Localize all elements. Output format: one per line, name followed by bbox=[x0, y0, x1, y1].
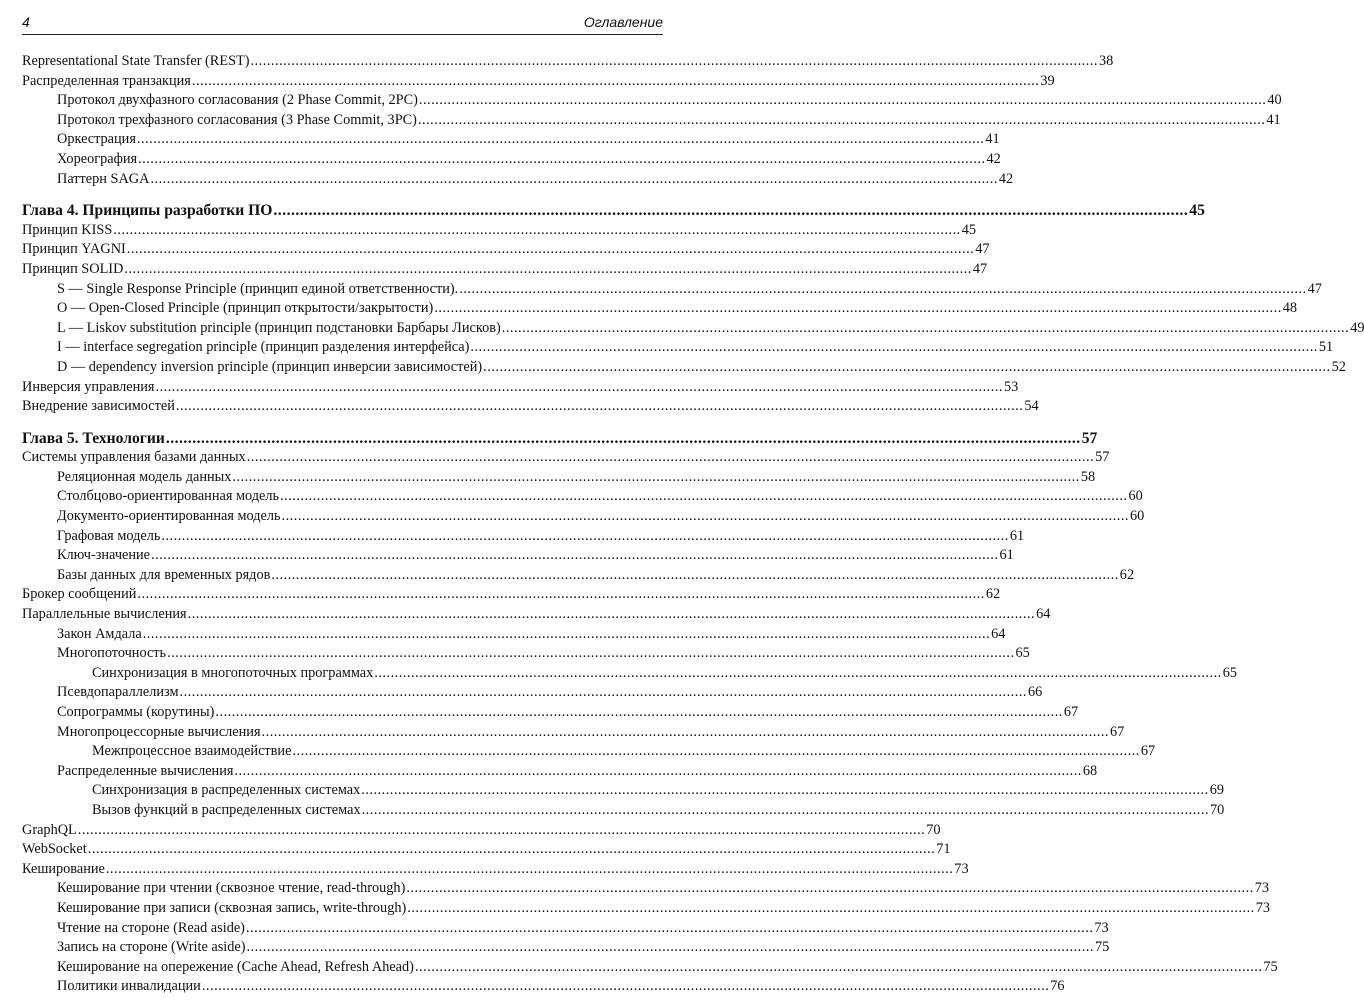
toc-entry-page: 39 bbox=[1040, 72, 1055, 89]
toc-entry-title: Политики инвалидации bbox=[57, 978, 201, 995]
toc-entry[interactable] bbox=[22, 338, 1334, 358]
toc-entry-page: 45 bbox=[961, 221, 977, 238]
toc-dot-leader bbox=[273, 201, 1188, 221]
toc-dot-leader bbox=[246, 919, 1093, 939]
toc-entry[interactable] bbox=[22, 977, 1065, 997]
toc-entry[interactable] bbox=[22, 378, 1019, 398]
toc-entry[interactable] bbox=[22, 879, 1270, 899]
toc-entry[interactable] bbox=[22, 358, 1346, 378]
toc-entry[interactable] bbox=[22, 860, 969, 880]
toc-dot-leader bbox=[282, 507, 1129, 527]
toc-entry[interactable] bbox=[22, 260, 988, 280]
toc-entry[interactable] bbox=[22, 566, 1135, 586]
toc-entry-title: Чтение на стороне (Read aside) bbox=[57, 919, 245, 936]
toc-entry-page: 40 bbox=[1267, 92, 1282, 109]
toc-entry[interactable] bbox=[22, 221, 977, 241]
toc-dot-leader bbox=[247, 448, 1094, 468]
toc-entry[interactable] bbox=[22, 585, 1001, 605]
toc-entry[interactable] bbox=[22, 625, 1006, 645]
toc-entry-page: 57 bbox=[1095, 449, 1110, 466]
toc-entry-title: Псевдопараллелизм bbox=[57, 684, 179, 701]
toc-entry[interactable] bbox=[22, 397, 1039, 417]
toc-entry[interactable] bbox=[22, 111, 1281, 131]
toc-entry-page: 58 bbox=[1080, 468, 1096, 485]
toc-dot-leader bbox=[137, 585, 984, 605]
toc-dot-leader bbox=[127, 240, 974, 260]
toc-entry[interactable] bbox=[22, 319, 1364, 339]
toc-dot-leader bbox=[406, 879, 1253, 899]
toc-dot-leader bbox=[483, 358, 1330, 378]
toc-entry-title: Хореография bbox=[57, 150, 138, 167]
toc-entry-title: S — Single Response Principle (принцип единой ответственности). bbox=[57, 280, 459, 297]
toc-entry-page: 53 bbox=[1003, 378, 1019, 395]
toc-entry-title: Документо-ориентированная модель bbox=[57, 508, 281, 525]
toc-entry[interactable] bbox=[22, 487, 1143, 507]
toc-entry-title: Параллельные вычисления bbox=[22, 606, 187, 623]
toc-entry[interactable] bbox=[22, 150, 1001, 170]
toc-entry-page: 73 bbox=[1094, 919, 1109, 936]
toc-entry-page: 75 bbox=[1263, 958, 1278, 975]
toc-entry-title: Кеширование на опережение (Cache Ahead, Refresh Ahead) bbox=[57, 958, 414, 975]
toc-entry[interactable] bbox=[22, 801, 1225, 821]
toc-dot-leader bbox=[78, 821, 925, 841]
toc-entry[interactable] bbox=[22, 958, 1278, 978]
toc-entry[interactable] bbox=[22, 840, 951, 860]
toc-entry-page: 42 bbox=[986, 150, 1001, 167]
toc-dot-leader bbox=[124, 260, 971, 280]
toc-entry-title: Вызов функций в распределенных системах bbox=[92, 801, 361, 818]
toc-dot-leader bbox=[166, 429, 1081, 449]
toc-entry-title: Закон Амдала bbox=[57, 625, 142, 642]
toc-entry[interactable] bbox=[22, 723, 1125, 743]
toc-entry-title: Глава 4. Принципы разработки ПО bbox=[22, 202, 273, 220]
toc-dot-leader bbox=[113, 221, 960, 241]
toc-dot-leader bbox=[415, 958, 1262, 978]
toc-entry-title: Синхронизация в распределенных системах bbox=[92, 782, 361, 799]
toc-dot-leader bbox=[106, 860, 953, 880]
toc-entry-page: 76 bbox=[1050, 978, 1065, 995]
toc-entry-page: 68 bbox=[1082, 762, 1098, 779]
toc-entry-page: 73 bbox=[954, 860, 969, 877]
toc-entry-page: 61 bbox=[999, 547, 1014, 564]
toc-entry-page: 71 bbox=[936, 841, 951, 858]
toc-entry-title: Реляционная модель данных bbox=[57, 468, 232, 485]
toc-entry-page: 73 bbox=[1255, 899, 1271, 916]
toc-dot-leader bbox=[418, 111, 1265, 131]
toc-entry-page: 70 bbox=[1210, 801, 1225, 818]
toc-entry-page: 62 bbox=[1119, 566, 1135, 583]
toc-dot-leader bbox=[434, 299, 1281, 319]
toc-entry-title: Принцип SOLID bbox=[22, 260, 124, 277]
toc-entry[interactable] bbox=[22, 170, 1014, 190]
toc-dot-leader bbox=[151, 546, 998, 566]
toc-entry-page: 42 bbox=[998, 170, 1014, 187]
toc-dot-leader bbox=[271, 566, 1118, 586]
table-of-contents bbox=[22, 52, 1364, 997]
toc-entry[interactable] bbox=[22, 527, 1025, 547]
toc-entry-title: Внедрение зависимостей bbox=[22, 398, 175, 415]
toc-entry-title: Кеширование при чтении (сквозное чтение, read-through) bbox=[57, 880, 406, 897]
toc-entry-page: 41 bbox=[985, 131, 1000, 148]
toc-dot-leader bbox=[188, 605, 1035, 625]
toc-entry[interactable] bbox=[22, 605, 1051, 625]
toc-entry-page: 47 bbox=[975, 241, 990, 258]
toc-entry-page: 54 bbox=[1024, 398, 1039, 415]
toc-entry-page: 51 bbox=[1318, 339, 1334, 356]
toc-entry-title: Инверсия управления bbox=[22, 378, 155, 395]
toc-dot-leader bbox=[161, 527, 1008, 547]
toc-entry-title: Базы данных для временных рядов bbox=[57, 566, 271, 583]
toc-entry-title: Распределенная транзакция bbox=[22, 72, 191, 89]
toc-entry-title: Representational State Transfer (REST) bbox=[22, 53, 250, 69]
toc-entry-title: O — Open-Closed Principle (принцип открытости/закрытости) bbox=[57, 300, 434, 317]
toc-entry-page: 67 bbox=[1109, 723, 1125, 740]
toc-entry[interactable] bbox=[22, 130, 1000, 150]
toc-dot-leader bbox=[202, 977, 1049, 997]
toc-entry-title: Протокол трехфазного согласования (3 Phase Commit, 3PC) bbox=[57, 111, 417, 128]
toc-entry-page: 73 bbox=[1254, 880, 1270, 897]
toc-entry-page: 65 bbox=[1015, 645, 1030, 662]
toc-entry[interactable] bbox=[22, 507, 1145, 527]
toc-dot-leader bbox=[374, 664, 1221, 684]
toc-entry[interactable] bbox=[22, 664, 1238, 684]
toc-entry-title: GraphQL bbox=[22, 821, 77, 838]
toc-entry[interactable] bbox=[22, 52, 1114, 72]
toc-entry[interactable] bbox=[22, 448, 1110, 468]
toc-entry-title: I — interface segregation principle (принцип разделения интерфейса) bbox=[57, 339, 470, 356]
toc-entry-page: 41 bbox=[1266, 111, 1281, 128]
toc-dot-leader bbox=[280, 487, 1127, 507]
toc-entry-title: Брокер сообщений bbox=[22, 586, 137, 603]
toc-entry-page: 61 bbox=[1009, 527, 1025, 544]
toc-entry-title: Принцип YAGNI bbox=[22, 241, 126, 258]
toc-dot-leader bbox=[361, 781, 1208, 801]
toc-entry-page: 67 bbox=[1140, 743, 1156, 760]
toc-dot-leader bbox=[262, 723, 1109, 743]
toc-dot-leader bbox=[137, 130, 984, 150]
toc-dot-leader bbox=[176, 397, 1023, 417]
toc-dot-leader bbox=[470, 338, 1317, 358]
toc-entry-title: Ключ-значение bbox=[57, 547, 151, 564]
toc-entry-title: D — dependency inversion principle (принцип инверсии зависимостей) bbox=[57, 358, 483, 375]
page-number: 4 bbox=[22, 14, 30, 30]
toc-entry[interactable] bbox=[22, 72, 1055, 92]
toc-entry[interactable] bbox=[22, 644, 1030, 664]
toc-entry-title: Кеширование bbox=[22, 860, 105, 877]
toc-dot-leader bbox=[138, 150, 985, 170]
toc-entry[interactable] bbox=[22, 919, 1109, 939]
toc-entry-page: 66 bbox=[1027, 684, 1043, 701]
toc-dot-leader bbox=[247, 938, 1094, 958]
toc-chapter-entry[interactable] bbox=[22, 201, 1205, 221]
toc-entry-title: Принцип KISS bbox=[22, 221, 113, 238]
toc-entry[interactable] bbox=[22, 683, 1043, 703]
toc-entry-title: Оркестрация bbox=[57, 131, 136, 148]
toc-entry[interactable] bbox=[22, 742, 1156, 762]
running-section-title: Оглавление bbox=[583, 14, 663, 30]
toc-entry-title: Многопоточность bbox=[57, 645, 167, 662]
toc-entry-page: 45 bbox=[1189, 202, 1205, 220]
toc-entry-page: 64 bbox=[1036, 606, 1051, 623]
toc-chapter-entry[interactable] bbox=[22, 429, 1098, 449]
toc-dot-leader bbox=[292, 742, 1139, 762]
toc-entry-page: 69 bbox=[1209, 782, 1224, 799]
toc-entry-title: Паттерн SAGA bbox=[57, 170, 150, 187]
toc-entry-title: Сопрограммы (корутины) bbox=[57, 704, 215, 720]
toc-dot-leader bbox=[234, 762, 1081, 782]
page-header bbox=[22, 12, 663, 35]
toc-entry[interactable] bbox=[22, 299, 1298, 319]
toc-entry-title: Запись на стороне (Write aside) bbox=[57, 939, 246, 956]
toc-entry[interactable] bbox=[22, 546, 1014, 566]
toc-entry[interactable] bbox=[22, 938, 1110, 958]
toc-dot-leader bbox=[502, 319, 1349, 339]
toc-dot-leader bbox=[143, 625, 990, 645]
toc-dot-leader bbox=[88, 840, 935, 860]
toc-entry-page: 70 bbox=[926, 821, 941, 838]
toc-entry-page: 75 bbox=[1094, 939, 1110, 956]
toc-entry-page: 52 bbox=[1331, 358, 1346, 375]
toc-dot-leader bbox=[459, 280, 1306, 300]
toc-entry-page: 49 bbox=[1350, 319, 1364, 336]
toc-dot-leader bbox=[180, 683, 1027, 703]
toc-entry-page: 60 bbox=[1128, 488, 1143, 505]
toc-entry[interactable] bbox=[22, 899, 1271, 919]
toc-entry-title: Столбцово-ориентированная модель bbox=[57, 488, 280, 505]
toc-dot-leader bbox=[251, 52, 1098, 72]
toc-dot-leader bbox=[156, 378, 1003, 398]
toc-entry-page: 47 bbox=[1307, 280, 1322, 297]
toc-entry-page: 47 bbox=[972, 260, 988, 277]
toc-entry-title: Межпроцессное взаимодействие bbox=[92, 743, 292, 760]
toc-dot-leader bbox=[362, 801, 1209, 821]
toc-entry-title: Кеширование при записи (сквозная запись, write-through) bbox=[57, 899, 407, 916]
toc-entry[interactable] bbox=[22, 280, 1322, 300]
toc-dot-leader bbox=[150, 170, 997, 190]
toc-entry-page: 60 bbox=[1129, 508, 1145, 525]
toc-entry[interactable] bbox=[22, 91, 1282, 111]
toc-dot-leader bbox=[192, 72, 1039, 92]
toc-entry-title: L — Liskov substitution principle (принцип подстановки Барбары Лисков) bbox=[57, 319, 501, 336]
toc-entry-page: 38 bbox=[1098, 53, 1114, 69]
toc-entry-page: 65 bbox=[1222, 664, 1238, 681]
toc-entry[interactable] bbox=[22, 703, 1079, 723]
toc-entry-title: Системы управления базами данных bbox=[22, 449, 246, 466]
toc-entry[interactable] bbox=[22, 240, 990, 260]
toc-dot-leader bbox=[407, 899, 1254, 919]
toc-entry-title: Протокол двухфазного согласования (2 Phase Commit, 2PC) bbox=[57, 92, 418, 109]
toc-entry-title: Распределенные вычисления bbox=[57, 762, 234, 779]
toc-entry[interactable] bbox=[22, 762, 1098, 782]
toc-entry[interactable] bbox=[22, 781, 1224, 801]
toc-entry-page: 67 bbox=[1063, 704, 1079, 720]
toc-entry-title: WebSocket bbox=[22, 841, 87, 858]
toc-dot-leader bbox=[215, 703, 1062, 723]
toc-entry-page: 48 bbox=[1282, 300, 1298, 317]
toc-entry-title: Многопроцессорные вычисления bbox=[57, 723, 261, 740]
toc-entry[interactable] bbox=[22, 821, 941, 841]
toc-entry-title: Синхронизация в многопоточных программах bbox=[92, 664, 374, 681]
toc-entry[interactable] bbox=[22, 468, 1096, 488]
toc-entry-page: 62 bbox=[985, 586, 1001, 603]
toc-entry-title: Графовая модель bbox=[57, 527, 161, 544]
toc-dot-leader bbox=[232, 468, 1079, 488]
toc-entry-page: 64 bbox=[991, 625, 1006, 642]
toc-entry-page: 57 bbox=[1081, 429, 1098, 447]
toc-dot-leader bbox=[419, 91, 1266, 111]
toc-entry-title: Глава 5. Технологии bbox=[22, 429, 165, 447]
toc-dot-leader bbox=[167, 644, 1014, 664]
